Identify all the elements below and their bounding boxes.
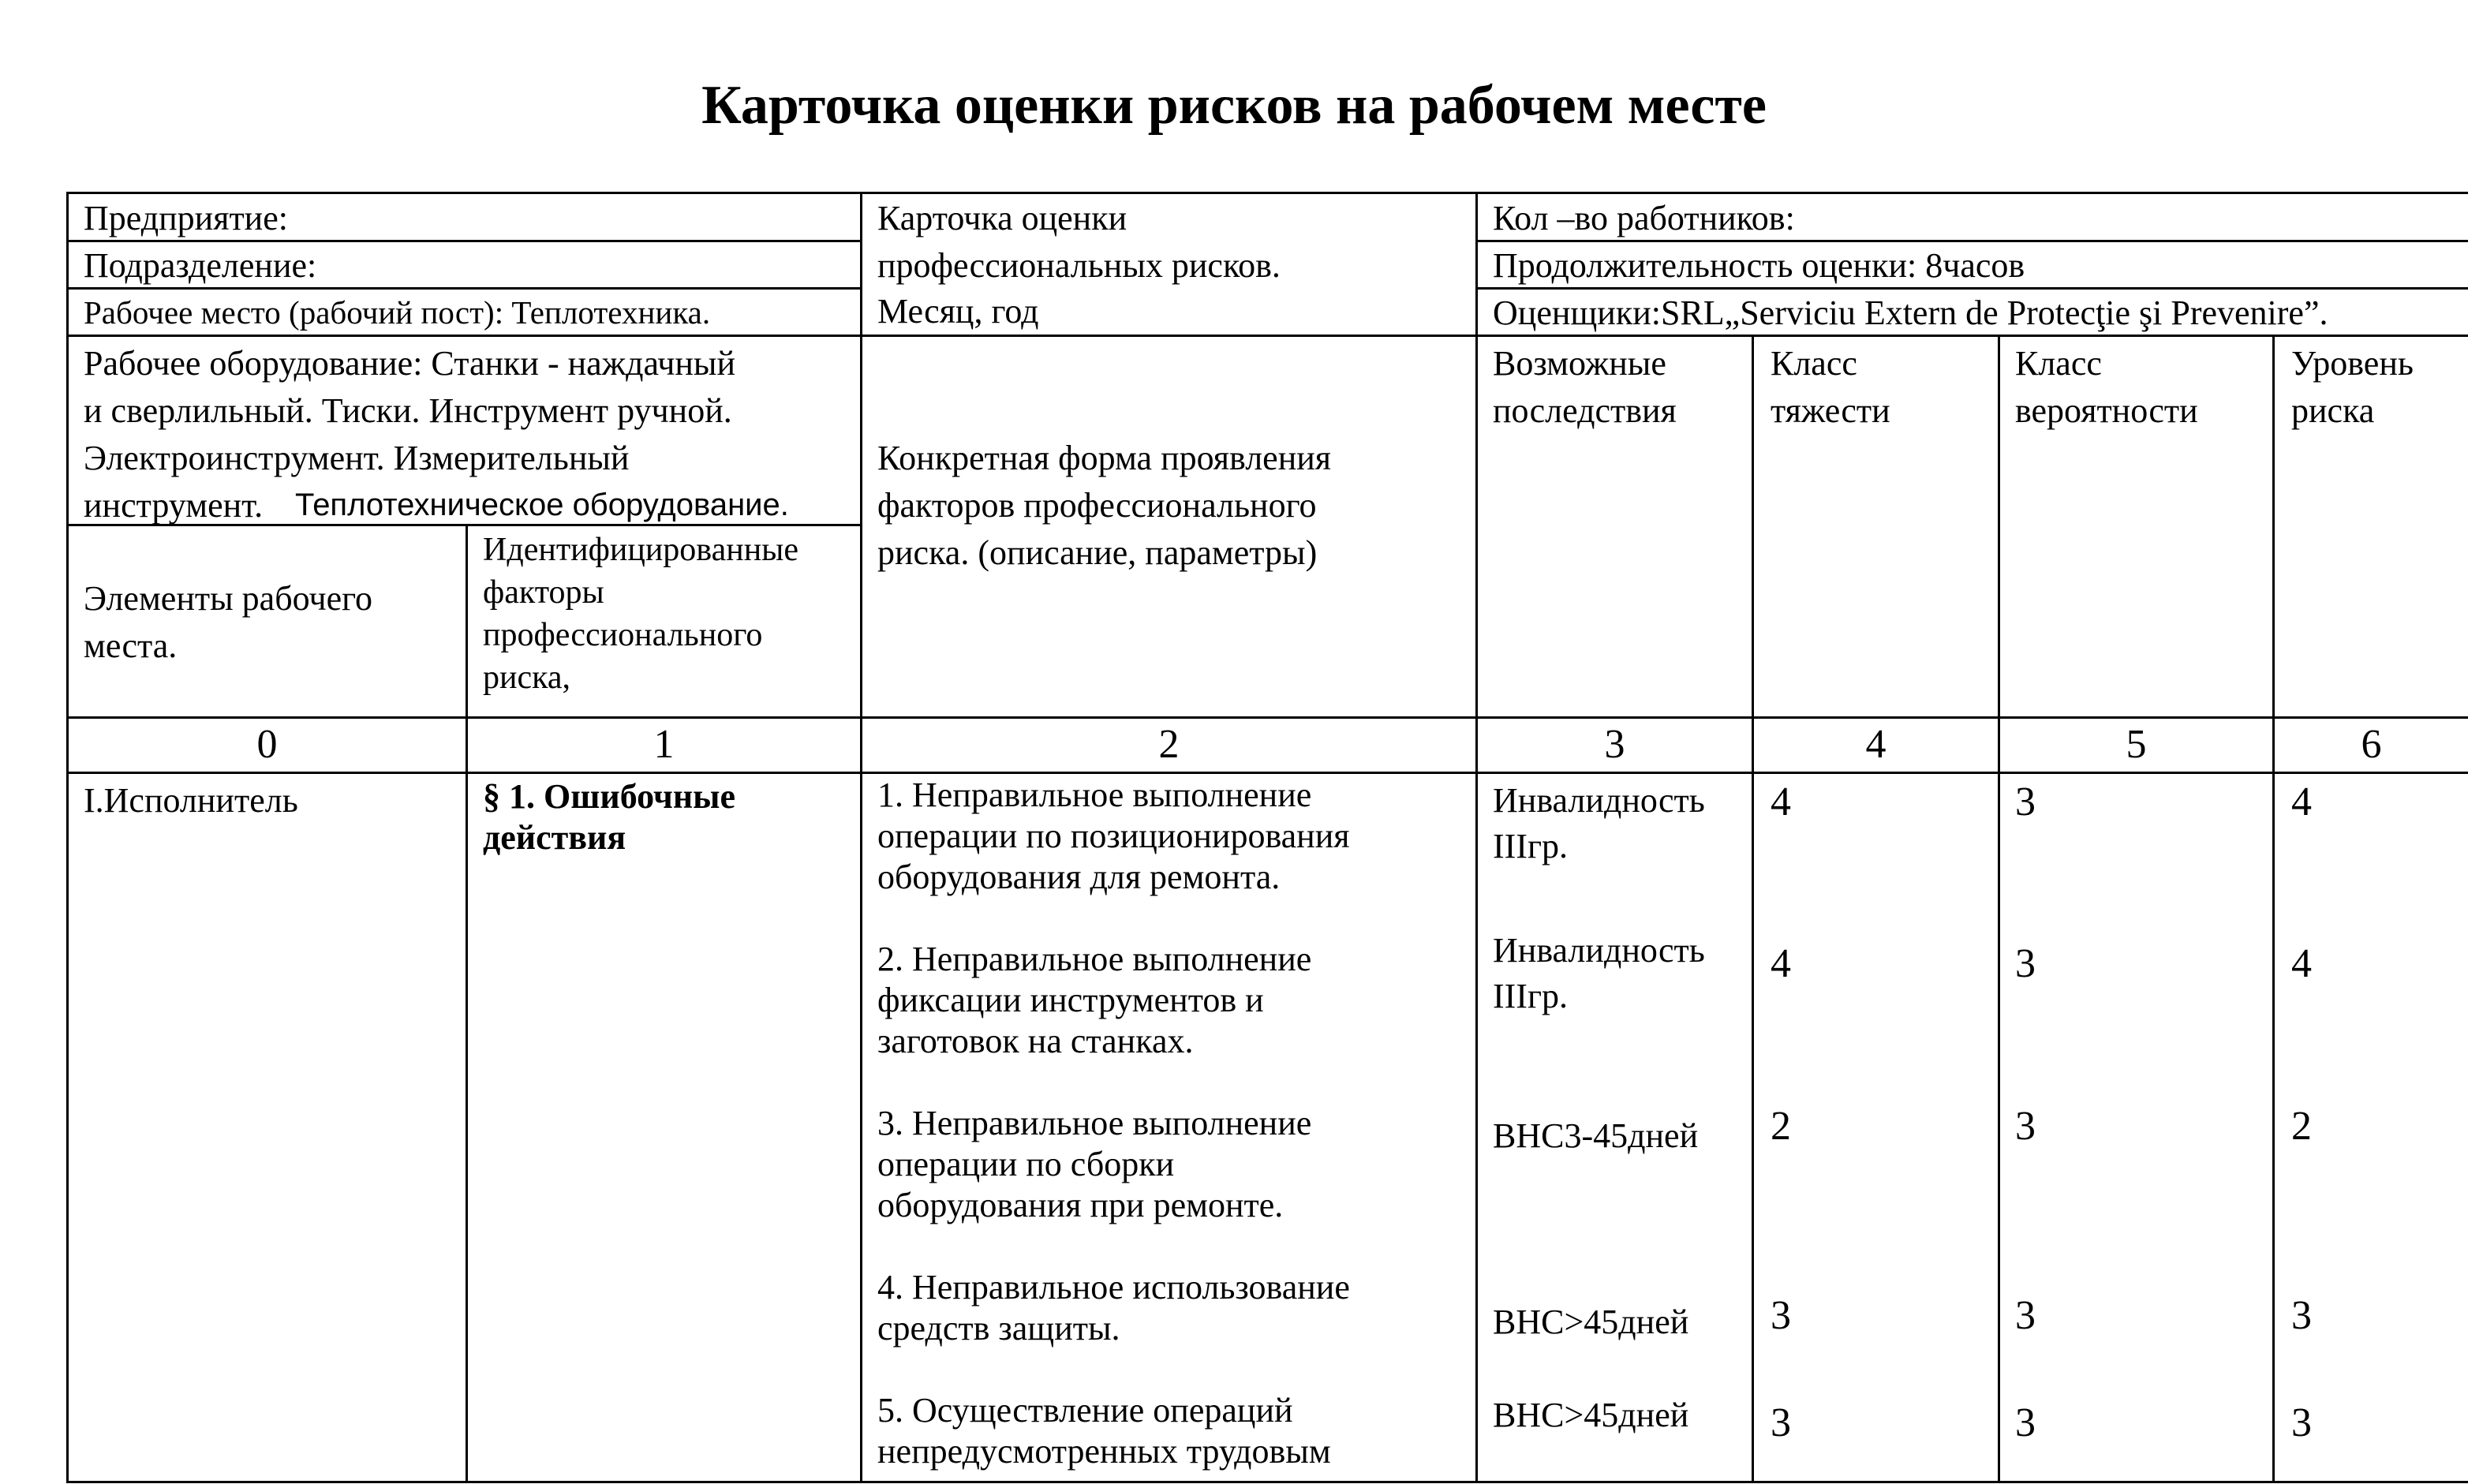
col-header-consequences: Возможные <box>1493 344 1666 383</box>
section-element: I.Исполнитель <box>84 781 298 820</box>
equipment-line: инструмент. <box>84 486 264 525</box>
col-header-factors: профессионального <box>483 617 763 653</box>
table-rule <box>1998 335 2000 1483</box>
table-rule <box>2272 335 2275 1483</box>
row-description: операции по позиционирования <box>877 817 1350 855</box>
table-border-bottom <box>66 1481 2468 1483</box>
column-number: 3 <box>1604 722 1625 767</box>
row-severity: 3 <box>1771 1400 1791 1445</box>
card-info-line: профессиональных рисков. <box>877 246 1281 285</box>
row-consequence: ВНС>45дней <box>1493 1303 1689 1341</box>
row-severity: 2 <box>1771 1104 1791 1149</box>
row-description: 4. Неправильное использование <box>877 1268 1350 1306</box>
table-rule <box>66 772 2468 774</box>
row-risk: 4 <box>2291 941 2312 986</box>
col-header-probability: Класс <box>2015 344 2102 383</box>
col-header-consequences: последствия <box>1493 391 1677 430</box>
equipment-line: и сверлильный. Тиски. Инструмент ручной. <box>84 391 732 430</box>
row-description: оборудования для ремонта. <box>877 858 1281 896</box>
column-number: 2 <box>1158 722 1180 767</box>
col-header-risk: Уровень <box>2291 344 2414 383</box>
row-consequence: ВНС3-45дней <box>1493 1116 1699 1155</box>
row-probability: 3 <box>2015 1400 2036 1445</box>
row-consequence: Инвалидность <box>1493 931 1705 970</box>
row-description: 3. Неправильное выполнение <box>877 1104 1312 1142</box>
row-severity: 4 <box>1771 779 1791 824</box>
table-border-left <box>66 192 69 1483</box>
column-number: 1 <box>653 722 675 767</box>
row-consequence: ВНС>45дней <box>1493 1396 1689 1434</box>
row-probability: 3 <box>2015 1293 2036 1338</box>
equipment-tail: Теплотехническое оборудование. <box>295 488 789 522</box>
row-description: оборудования при ремонте. <box>877 1186 1284 1224</box>
column-number: 6 <box>2361 722 2382 767</box>
table-border-top <box>66 192 2468 194</box>
duration-label: Продолжительность оценки: 8часов <box>1493 246 2025 285</box>
col-header-form: риска. (описание, параметры) <box>877 533 1318 572</box>
column-number: 5 <box>2126 722 2147 767</box>
row-description: фиксации инструментов и <box>877 981 1264 1019</box>
workers-label: Кол –во работников: <box>1493 199 1795 237</box>
col-header-severity: тяжести <box>1771 391 1890 430</box>
row-description: 1. Неправильное выполнение <box>877 776 1312 814</box>
workplace-label: Рабочее место (рабочий пост): Теплотехника. <box>84 294 711 331</box>
row-probability: 3 <box>2015 941 2036 986</box>
col-header-factors: факторы <box>483 574 604 611</box>
row-risk: 2 <box>2291 1104 2312 1149</box>
section-factor: действия <box>483 818 626 857</box>
col-header-risk: риска <box>2291 391 2375 430</box>
col-header-factors: риска, <box>483 660 571 696</box>
row-consequence: IIIгр. <box>1493 827 1569 865</box>
division-label: Подразделение: <box>84 246 317 285</box>
row-probability: 3 <box>2015 779 2036 824</box>
equipment-line: Электроинструмент. Измерительный <box>84 439 630 477</box>
row-risk: 3 <box>2291 1400 2312 1445</box>
col-header-probability: вероятности <box>2015 391 2198 430</box>
col-header-form: Конкретная форма проявления <box>877 439 1332 477</box>
row-consequence: IIIгр. <box>1493 977 1569 1015</box>
table-rule <box>1475 192 1478 1483</box>
col-header-elements: Элементы рабочего <box>84 579 373 618</box>
enterprise-label: Предприятие: <box>84 199 288 237</box>
card-info-line: Карточка оценки <box>877 199 1127 237</box>
row-description: заготовок на станках. <box>877 1022 1194 1060</box>
equipment-line: Рабочее оборудование: Станки - наждачный <box>84 344 736 383</box>
row-risk: 3 <box>2291 1293 2312 1338</box>
table-rule <box>66 716 2468 719</box>
row-description: 2. Неправильное выполнение <box>877 940 1312 978</box>
row-description: непредусмотренных трудовым <box>877 1432 1331 1471</box>
table-rule <box>466 524 468 1483</box>
card-info-line: Месяц, год <box>877 292 1039 331</box>
row-risk: 4 <box>2291 779 2312 824</box>
row-severity: 4 <box>1771 941 1791 986</box>
col-header-factors: Идентифицированные <box>483 532 799 568</box>
evaluators-label: Оценщики:SRL„Serviciu Extern de Protecţie şi Prevenire”. <box>1493 293 2328 332</box>
row-description: средств защиты. <box>877 1309 1120 1348</box>
table-rule <box>1752 335 1754 1483</box>
column-number: 4 <box>1865 722 1887 767</box>
page-title: Карточка оценки рисков на рабочем месте <box>701 75 1767 136</box>
row-description: операции по сборки <box>877 1145 1175 1183</box>
row-description: 5. Осуществление операций <box>877 1391 1293 1430</box>
section-factor: § 1. Ошибочные <box>483 777 736 816</box>
col-header-elements: места. <box>84 626 178 665</box>
col-header-form: факторов профессионального <box>877 486 1317 525</box>
row-severity: 3 <box>1771 1293 1791 1338</box>
row-consequence: Инвалидность <box>1493 781 1705 820</box>
column-number: 0 <box>256 722 278 767</box>
table-rule <box>860 192 862 1483</box>
col-header-severity: Класс <box>1771 344 1857 383</box>
row-probability: 3 <box>2015 1104 2036 1149</box>
